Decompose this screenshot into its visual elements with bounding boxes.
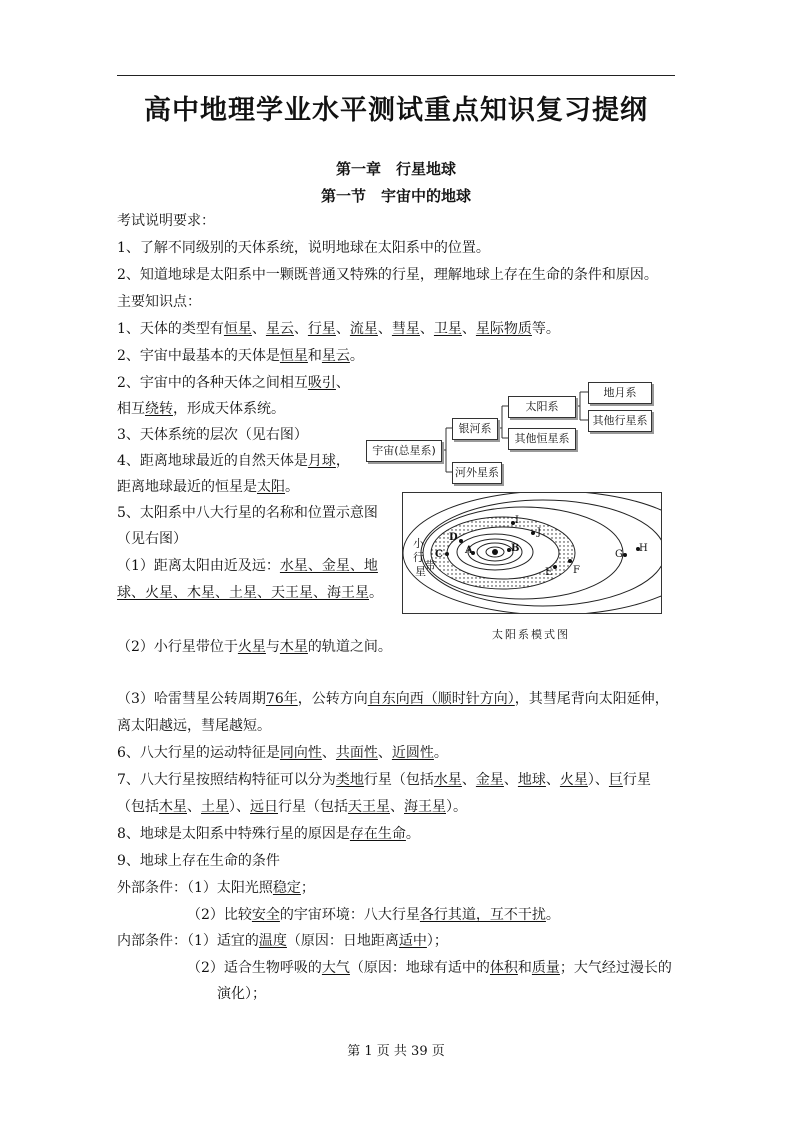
box-universe: 宇宙(总星系) <box>366 440 442 462</box>
point-3: 2、宇宙中的各种天体之间相互吸引、 <box>117 375 350 391</box>
header-rule <box>117 75 675 76</box>
solar-figure-caption: 太阳系模式图 <box>492 628 570 641</box>
label-E: E <box>545 567 553 578</box>
point-5: 4、距离地球最近的自然天体是月球， <box>117 453 350 469</box>
belt-label-xing: 行 <box>413 551 424 564</box>
point-9b: 离太阳越远，彗尾越短。 <box>117 718 271 734</box>
point-11: 7、八大行星按照结构特征可以分为类地行星（包括水星、金星、地球、火星）、巨行星 <box>117 772 651 788</box>
celestial-system-diagram <box>360 378 660 484</box>
label-C: C <box>435 549 443 560</box>
box-other-planets: 其他行星系 <box>588 410 652 432</box>
box-extragalactic: 河外星系 <box>452 462 502 484</box>
point-12: 8、地球是太阳系中特殊行星的原因是存在生命。 <box>117 826 420 842</box>
box-earth-moon: 地月系 <box>588 382 652 404</box>
point-15: （2）比较安全的宇宙环境：八大行星各行其道，互不干扰。 <box>187 907 560 923</box>
point-6b: （见右图） <box>117 531 187 547</box>
chapter-heading: 第一章 行星地球 <box>335 160 456 178</box>
page-footer: 第 1 页 共 39 页 <box>347 1044 445 1059</box>
point-6: 5、太阳系中八大行星的名称和位置示意图 <box>117 505 378 521</box>
label-J: J <box>537 527 542 538</box>
label-I: I <box>515 515 519 526</box>
label-H: H <box>639 543 648 554</box>
main-points-label: 主要知识点： <box>117 294 201 310</box>
label-D: D <box>449 532 458 543</box>
point-8: （2）小行星带位于火星与木星的轨道之间。 <box>117 639 392 655</box>
label-A: A <box>465 545 473 556</box>
point-2: 2、宇宙中最基本的天体是恒星和星云。 <box>117 348 364 364</box>
exam-req-label: 考试说明要求： <box>117 213 215 229</box>
label-G: G <box>615 549 623 560</box>
point-9: （3）哈雷彗星公转周期76年，公转方向自东向西（顺时针方向），其彗尾背向太阳延伸， <box>117 691 669 707</box>
label-B: B <box>511 543 520 554</box>
point-11b: （包括木星、土星）、远日行星（包括天王星、海王星）。 <box>117 799 467 815</box>
label-F: F <box>573 565 580 576</box>
solar-system-figure <box>402 492 662 614</box>
page-title: 高中地理学业水平测试重点知识复习提纲 <box>144 95 648 126</box>
belt-label-band: 带 <box>425 559 436 572</box>
section-heading: 第一节 宇宙中的地球 <box>320 187 471 205</box>
point-10: 6、八大行星的运动特征是同向性、共面性、近圆性。 <box>117 745 448 761</box>
box-other-stars: 其他恒星系 <box>508 428 576 450</box>
point-16: 内部条件：（1）适宜的温度（原因：日地距离适中）； <box>117 933 448 949</box>
box-solar-system: 太阳系 <box>508 396 576 418</box>
req-1: 1、了解不同级别的天体系统，说明地球在太阳系中的位置。 <box>117 240 490 256</box>
belt-label-star: 星 <box>415 565 426 578</box>
point-7: （1）距离太阳由近及远：水星、金星、地 <box>117 558 378 574</box>
point-4: 3、天体系统的层次（见右图） <box>117 427 308 443</box>
point-14: 外部条件：（1）太阳光照稳定； <box>117 880 315 896</box>
point-1: 1、天体的类型有恒星、星云、行星、流星、彗星、卫星、星际物质等。 <box>117 321 560 337</box>
point-17: （2）适合生物呼吸的大气（原因：地球有适中的体积和质量；大气经过漫长的 <box>187 960 672 976</box>
point-7b: 球、火星、木星、土星、天王星、海王星。 <box>117 585 383 601</box>
point-13: 9、地球上存在生命的条件 <box>117 853 280 869</box>
req-2: 2、知道地球是太阳系中一颗既普通又特殊的行星，理解地球上存在生命的条件和原因。 <box>117 267 658 283</box>
point-17b: 演化）； <box>217 986 266 1002</box>
point-3b: 相互绕转，形成天体系统。 <box>117 401 285 417</box>
box-milky-way: 银河系 <box>452 418 498 440</box>
point-5b: 距离地球最近的恒星是太阳。 <box>117 479 299 495</box>
belt-label-xiao: 小 <box>413 537 424 550</box>
